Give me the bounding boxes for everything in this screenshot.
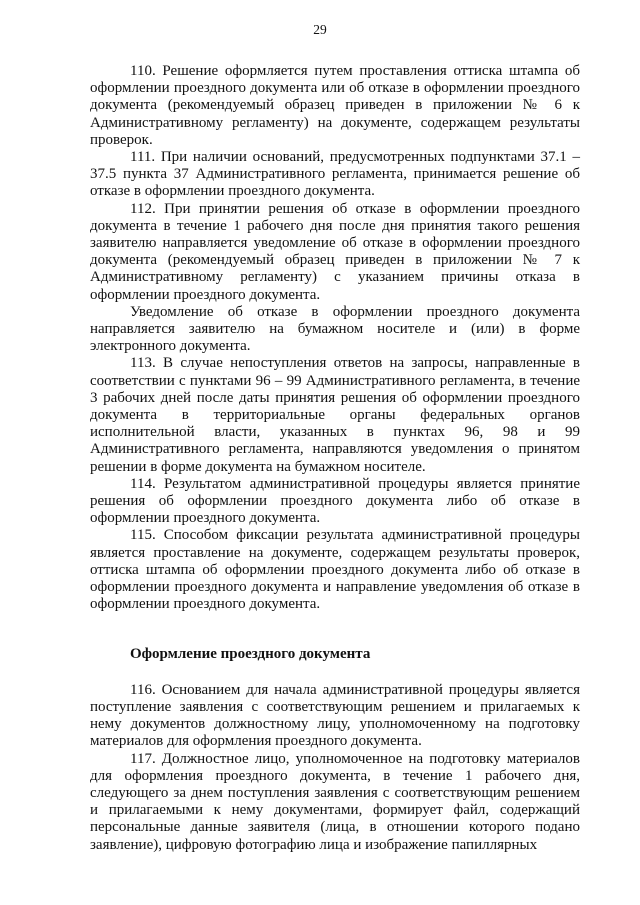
paragraph-117: 117. Должностное лицо, уполномоченное на подготовку материалов для оформления проездного документа, в течение 1 рабочего дня, следующего за днем поступления заявления с соответствующим решением и прилагаемыми к нему документами, формирует файл, содержащий персональные данные заявителя (лица, в отношении которого подано заявление), цифровую фотографию лица и изображение папиллярных bbox=[90, 750, 580, 853]
paragraph-116: 116. Основанием для начала административной процедуры является поступление заявления с соответствующим решением и прилагаемых к нему документов должностному лицу, уполномоченному на подготовку материалов для оформления проездного документа. bbox=[90, 681, 580, 750]
paragraph-112-notification: Уведомление об отказе в оформлении проездного документа направляется заявителю на бумажном носителе и (или) в форме электронного документа. bbox=[90, 303, 580, 355]
page-number: 29 bbox=[313, 22, 327, 37]
document-body bbox=[90, 63, 580, 854]
paragraph-111: 111. При наличии оснований, предусмотренных подпунктами 37.1 – 37.5 пункта 37 Административного регламента, принимается решение об отказе в оформлении проездного документа. bbox=[90, 149, 580, 200]
paragraph-110: 110. Решение оформляется путем проставления оттиска штампа об оформлении проездного документа или об отказе в оформлении проездного документа (рекомендуемый образец приведен в приложении № 6 к Административному регламенту) на документе, содержащем результаты проверок. bbox=[90, 63, 580, 148]
paragraph-112: 112. При принятии решения об отказе в оформлении проездного документа в течение 1 рабочего дня после дня принятия такого решения заявителю направляется уведомление об отказе в оформлении проездного документа (рекомендуемый образец приведен в приложении № 7 к Административному регламенту) с указанием причины отказа в оформлении проездного документа. bbox=[90, 200, 580, 303]
paragraph-114: 114. Результатом административной процедуры является принятие решения об оформлении проездного документа либо об отказе в оформлении проездного документа. bbox=[90, 475, 580, 527]
paragraph-113: 113. В случае непоступления ответов на запросы, направленные в соответствии с пунктами 96 – 99 Административного регламента, в течение 3 рабочих дней после даты принятия решения об оформлении проездного документа в территориальные органы федеральных органов исполнительной власти, указанных в пунктах 96, 98 и 99 Административного регламента, направляются уведомления о принятом решении в форме документа на бумажном носителе. bbox=[90, 355, 580, 475]
section-heading: Оформление проездного документа bbox=[130, 645, 371, 662]
paragraph-115: 115. Способом фиксации результата административной процедуры является проставление на документе, содержащем результаты проверок, оттиска штампа об оформлении проездного документа либо об отказе в оформлении проездного документа и направление уведомления об отказе в оформлении проездного документа. bbox=[90, 527, 580, 613]
